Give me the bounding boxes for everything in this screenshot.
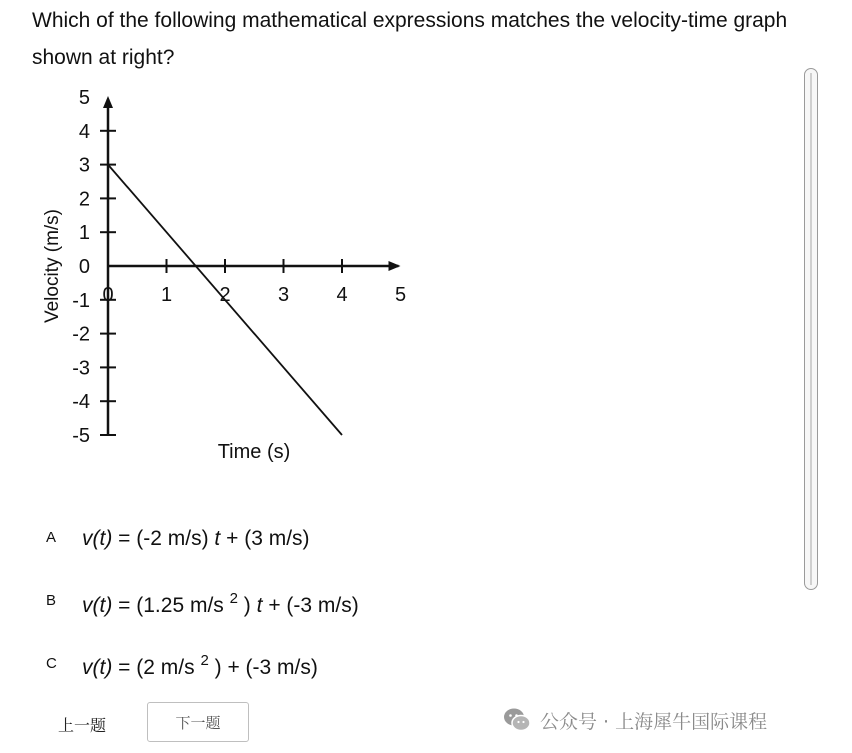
x-tick-label: 0 [102, 284, 114, 306]
y-tick-label: -2 [72, 323, 90, 346]
x-tick-label: 5 [394, 284, 407, 306]
x-axis-title: Time (s) [217, 441, 291, 463]
next-question-button[interactable]: 下一题 [147, 702, 249, 742]
y-tick-label: -1 [72, 289, 90, 312]
y-tick-label: -3 [72, 357, 90, 380]
wechat-icon [502, 705, 532, 735]
option-c-rest: ) + (-3 m/s) [208, 656, 318, 679]
option-b-coef: = (1.25 m/s [112, 594, 230, 617]
prev-question-button[interactable]: 上一题 [58, 716, 107, 735]
option-b-letter[interactable]: B [46, 592, 57, 609]
option-a-expression[interactable] [82, 527, 310, 551]
option-a-const: + (3 m/s) [220, 527, 310, 550]
x-tick-label: 3 [277, 284, 290, 306]
y-tick-label: 5 [78, 87, 90, 109]
y-tick-label: 0 [78, 256, 90, 278]
axes [103, 96, 401, 435]
y-tick-label: 1 [78, 222, 90, 245]
option-b-mid: ) [237, 594, 257, 617]
option-c-letter[interactable]: C [46, 655, 57, 672]
y-tick-label: 4 [78, 120, 90, 143]
option-b-exponent: 2 [229, 590, 238, 607]
option-b-var: t [256, 594, 263, 617]
option-c-expression[interactable] [82, 652, 318, 680]
y-tick-label: 3 [78, 154, 90, 177]
y-axis-arrow-icon [103, 96, 113, 108]
option-b-const: + (-3 m/s) [262, 594, 359, 617]
option-a-function: v(t) [82, 527, 113, 550]
option-b-expression[interactable] [82, 590, 359, 618]
x-tick-label: 4 [336, 284, 348, 306]
option-c-coef: = (2 m/s [112, 656, 201, 679]
x-tick-label: 1 [160, 284, 173, 306]
watermark [502, 704, 767, 736]
y-axis-title: Velocity (m/s) [42, 208, 63, 324]
option-a-letter[interactable]: A [46, 529, 57, 546]
axis-ticks [100, 131, 342, 435]
y-tick-label: -4 [72, 391, 90, 414]
x-axis-arrow-icon [389, 261, 401, 271]
scrollbar-track [810, 73, 812, 585]
option-b-function: v(t) [82, 594, 113, 617]
scrollbar[interactable] [804, 68, 818, 590]
option-a-coef: = (-2 m/s) [112, 527, 215, 550]
question-text: Which of the following mathematical expressions matches the velocity-time graph shown at right? [32, 9, 788, 69]
option-c-function: v(t) [82, 656, 113, 679]
option-c-exponent: 2 [200, 652, 209, 669]
option-a-var: t [214, 527, 221, 550]
y-tick-label: -5 [72, 425, 90, 447]
x-tick-label: 2 [219, 284, 231, 306]
watermark-text: 公众号 · 上海犀牛国际课程 [540, 710, 768, 733]
y-tick-label: 2 [78, 188, 90, 211]
